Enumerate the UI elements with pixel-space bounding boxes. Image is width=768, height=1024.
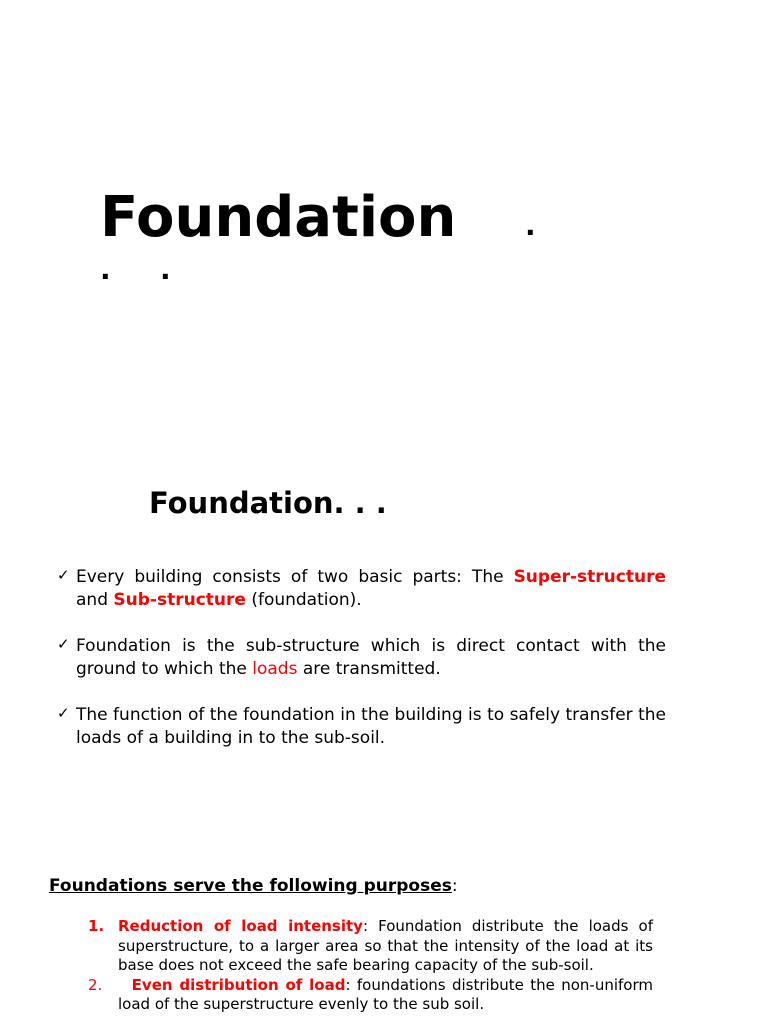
item-text: are transmitted. [297, 659, 441, 679]
purpose-number: 2. [88, 975, 103, 994]
item-text: (foundation). [245, 590, 362, 610]
purpose-description: : foundations distribute the non-uniform load of the superstructure evenly to the sub soil. [118, 975, 653, 1013]
purposes-heading-colon: : [451, 876, 458, 896]
item-text: and [76, 590, 114, 610]
purpose-item [88, 976, 653, 1015]
checklist-item [56, 704, 666, 750]
item-text: Foundation is the sub-structure which is direct contact with the ground to which the [76, 636, 666, 679]
purposes-heading [49, 875, 458, 898]
item-text: Every building consists of two basic parts: The [76, 567, 514, 587]
checklist-item [56, 566, 666, 612]
check-mark-icon: ✓ [57, 704, 70, 722]
section-heading: Foundation. . . [149, 486, 387, 520]
purpose-title: Reduction of load intensity [118, 917, 363, 935]
slide-title: Foundation [100, 185, 457, 250]
purpose-item [88, 917, 653, 976]
item-text: The function of the foundation in the building is to safely transfer the loads of a building in to the sub-soil. [76, 705, 666, 748]
purpose-title: Even distribution of load [118, 975, 346, 994]
title-dot: . [100, 253, 111, 286]
purposes-list [88, 917, 653, 1015]
purposes-heading-text: Foundations serve the following purposes [49, 876, 452, 896]
item-highlight: Sub-structure [113, 590, 246, 610]
purpose-description: : Foundation distribute the loads of superstructure, to a larger area so that the intensity of the load at its base does not exceed the safe bearing capacity of the sub-soil. [118, 917, 653, 974]
title-dot: . [160, 253, 171, 286]
purpose-number: 1. [88, 917, 105, 935]
checklist-item [56, 635, 666, 681]
item-highlight: loads [252, 659, 298, 679]
check-mark-icon: ✓ [57, 566, 70, 584]
item-highlight: Super-structure [513, 567, 666, 587]
title-dot: . [525, 209, 536, 242]
definition-checklist [56, 566, 666, 750]
check-mark-icon: ✓ [57, 635, 70, 653]
